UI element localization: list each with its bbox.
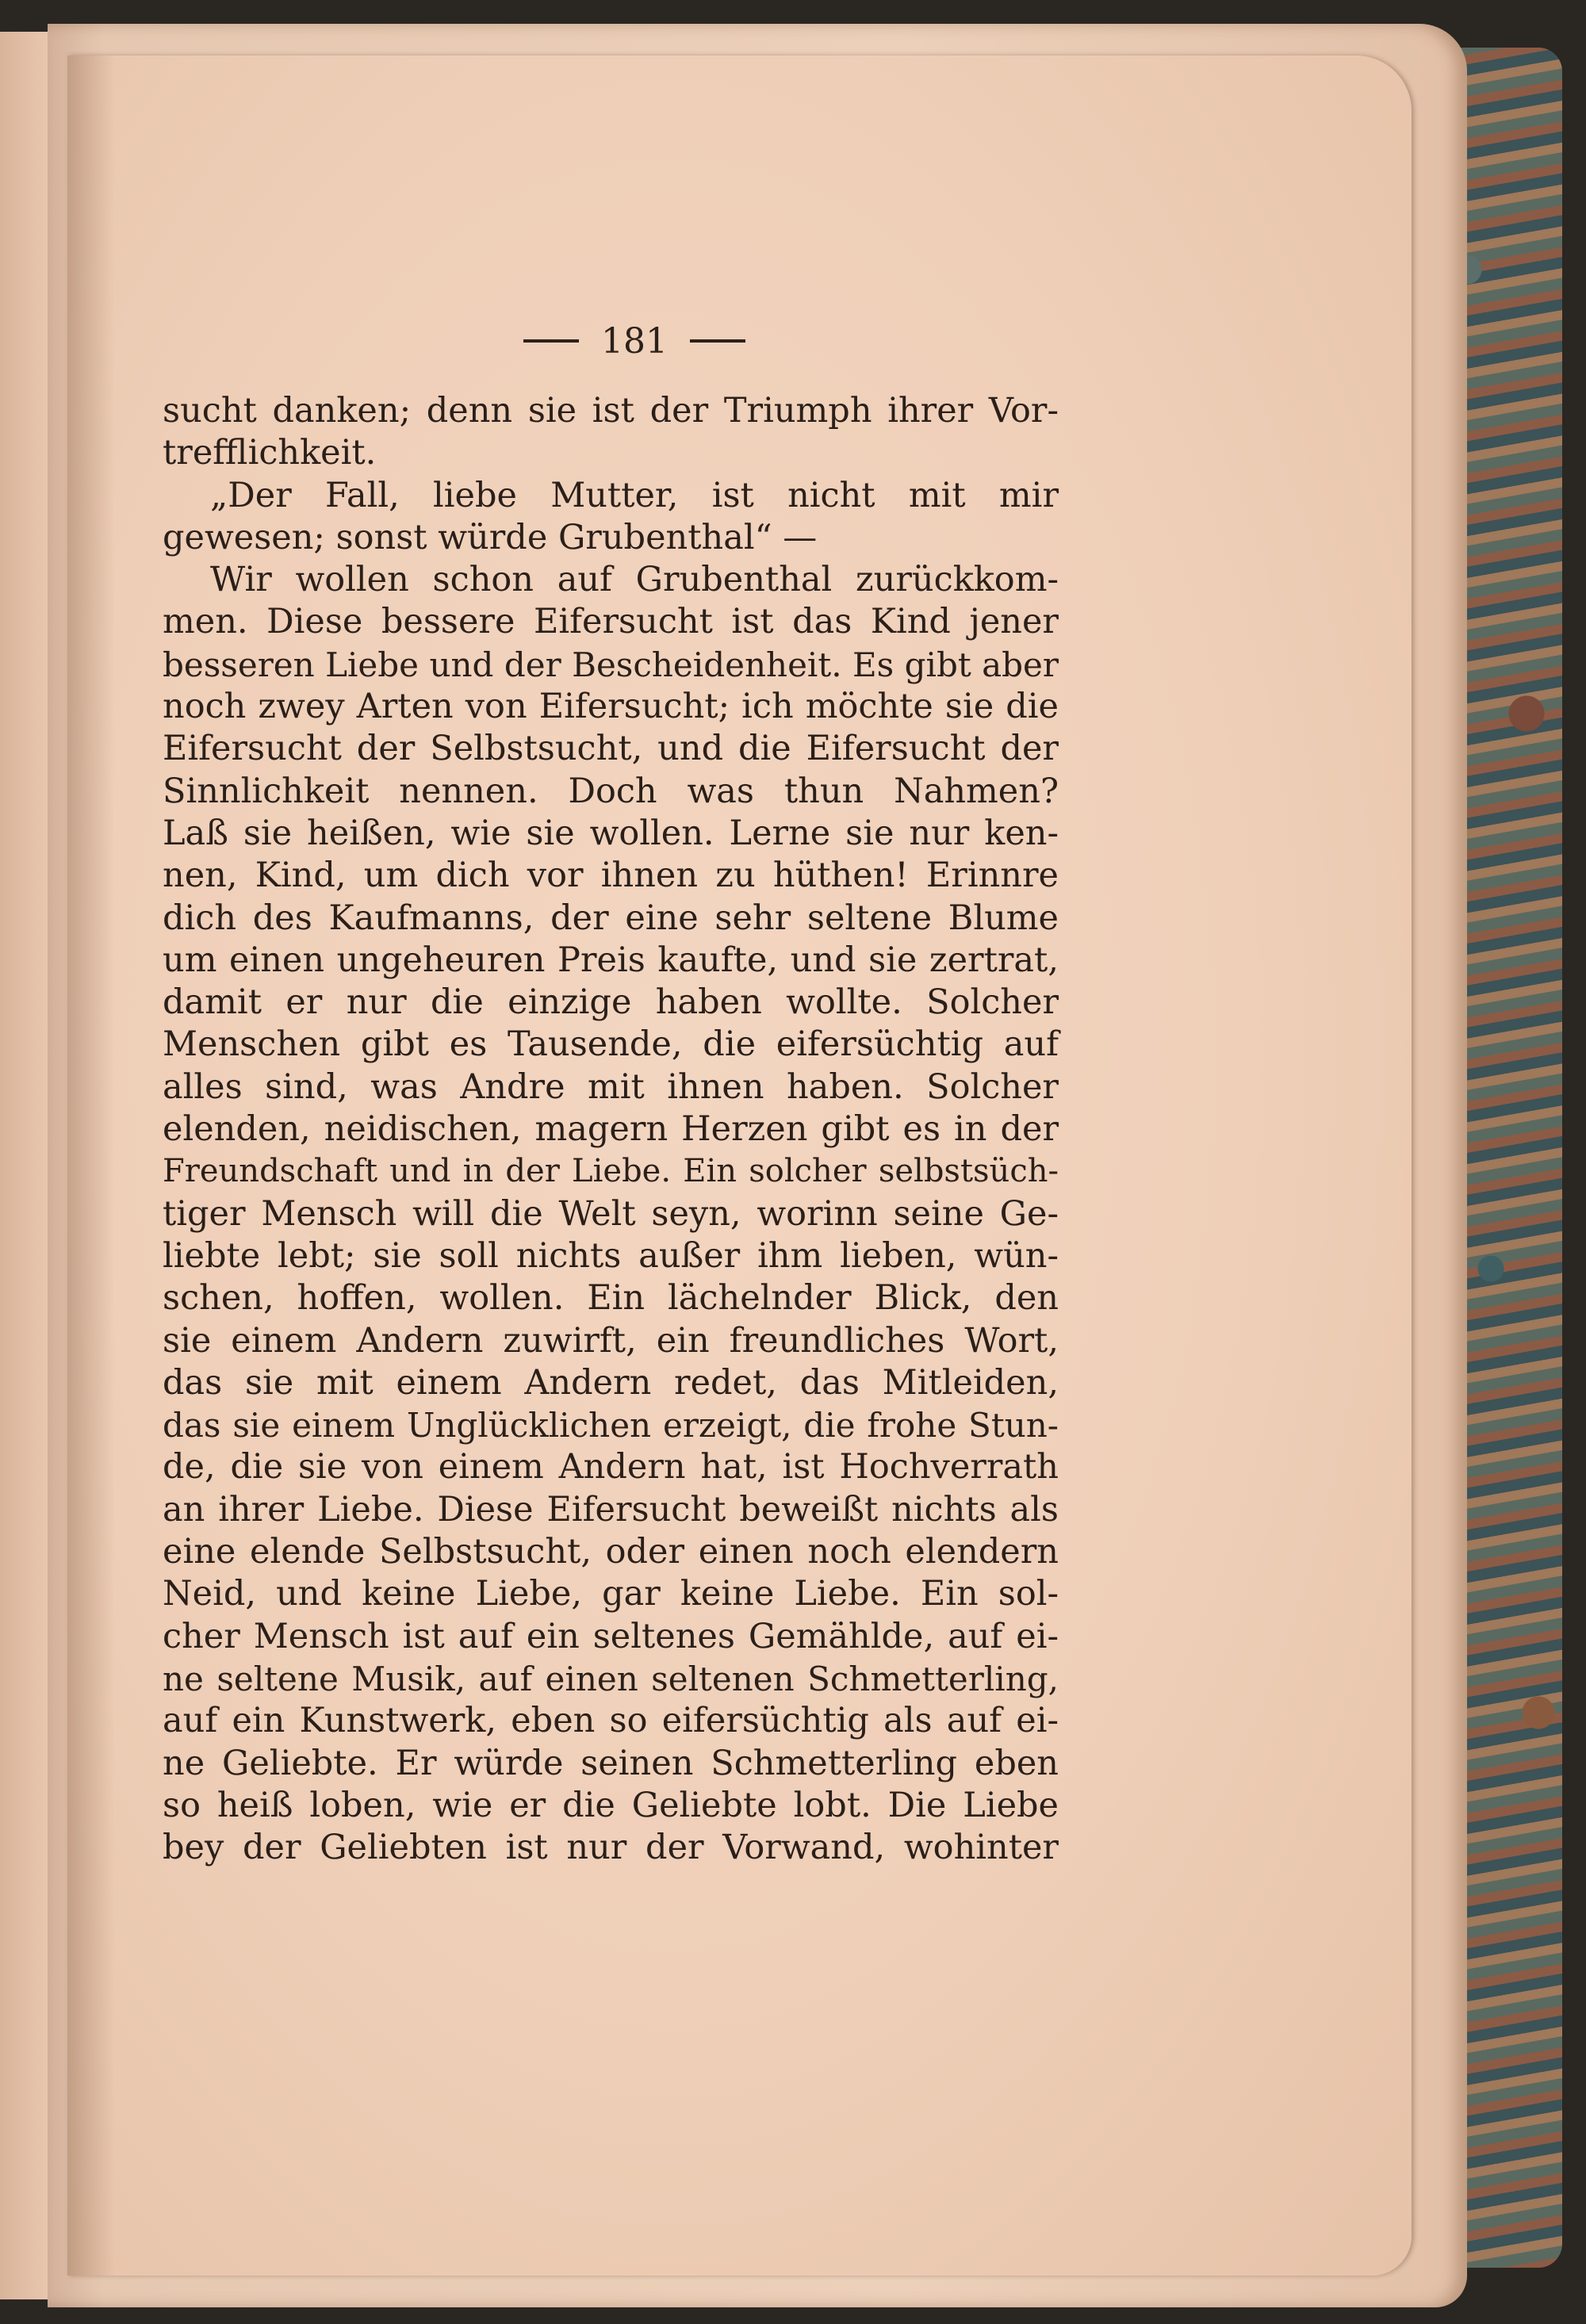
text-line [163,940,1059,982]
text-line [163,432,1059,474]
text-line [163,771,1059,813]
text-line-content: Menschen gibt es Tausende, die eifersüchtig auf [163,1024,1059,1065]
text-line [163,1108,1059,1151]
text-line-content: sucht danken; denn sie ist der Triumph ihrer Vor- [163,391,1059,431]
text-line-content: so heiß loben, wie er die Geliebte lobt. Die Liebe [163,1785,1059,1825]
text-line-content: trefflichkeit. [163,433,377,473]
header-dash-left [523,339,579,343]
text-line-content: bey der Geliebten ist nur der Vorwand, wohinter [163,1828,1059,1868]
text-line-content: Freundschaft und in der Liebe. Ein solcher selbstsüch- [163,1153,1059,1190]
text-line [163,1785,1059,1827]
text-line-content: besseren Liebe und der Bescheidenheit. Es gibt aber [163,645,1059,684]
text-line-content: Laß sie heißen, wie sie wollen. Lerne sie nur ken- [163,813,1059,853]
text-line [163,601,1059,643]
text-line-content: de, die sie von einem Andern hat, ist Hochverrath [163,1447,1059,1487]
text-line [163,1658,1059,1700]
text-line [163,1743,1059,1785]
text-line [163,517,1059,559]
text-line [163,982,1059,1024]
text-line [163,813,1059,855]
text-line [163,1827,1059,1869]
text-line [163,898,1059,940]
text-line-content: an ihrer Liebe. Diese Eifersucht beweißt nichts als [163,1489,1059,1530]
text-line-content: men. Diese bessere Eifersucht ist das Kind jener [163,602,1059,642]
text-line [163,1066,1059,1108]
text-line-content: ne seltene Musik, auf einen seltenen Schmetterling, [163,1659,1059,1698]
text-line [163,644,1059,686]
text-line-content: „Der Fall, liebe Mutter, ist nicht mit mir [210,475,1059,515]
text-line-content: alles sind, was Andre mit ihnen haben. Solcher [163,1066,1059,1107]
spine-shadow [67,56,115,2276]
text-line [163,1024,1059,1066]
text-line-content: liebte lebt; sie soll nichts außer ihm lieben, wün- [163,1235,1059,1276]
text-line [163,1362,1059,1404]
text-line [163,1277,1059,1319]
text-line-content: dich des Kaufmanns, der eine sehr seltene Blume [163,898,1059,938]
text-line [163,390,1059,432]
text-line-content: Wir wollen schon auf Grubenthal zurückkom- [210,560,1059,600]
text-line [163,1446,1059,1488]
text-line [163,1404,1059,1446]
text-line [163,728,1059,770]
text-line [163,1151,1059,1193]
text-line-content: Neid, und keine Liebe, gar keine Liebe. Ein sol- [163,1574,1059,1614]
header-dash-right [690,339,745,343]
text-line [163,1531,1059,1573]
text-line-content: um einen ungeheuren Preis kaufte, und sie zertrat, [163,940,1059,980]
body-text [163,390,1059,1869]
text-line-content: nen, Kind, um dich vor ihnen zu hüthen! Erinnre [163,856,1059,896]
text-line-content: cher Mensch ist auf ein seltenes Gemählde, auf ei- [163,1616,1059,1656]
text-line-content: tiger Mensch will die Welt seyn, worinn seine Ge- [163,1193,1059,1234]
text-line [163,1320,1059,1362]
text-line [163,1573,1059,1615]
text-line [163,1489,1059,1531]
text-line [163,855,1059,897]
text-line [163,1235,1059,1277]
text-line-content: Eifersucht der Selbstsucht, und die Eifersucht der [163,729,1059,769]
text-line-content: sie einem Andern zuwirft, ein freundliches Wort, [163,1320,1059,1361]
text-line-content: Sinnlichkeit nennen. Doch was thun Nahmen? [163,771,1059,811]
text-line-content: ne Geliebte. Er würde seinen Schmetterling eben [163,1743,1059,1783]
text-line-content: schen, hoffen, wollen. Ein lächelnder Blick, den [163,1278,1059,1319]
text-line [163,475,1059,517]
text-line [163,686,1059,728]
text-line-content: das sie mit einem Andern redet, das Mitleiden, [163,1362,1059,1403]
text-line-content: eine elende Selbstsucht, oder einen noch elendern [163,1532,1059,1572]
text-line [163,1193,1059,1235]
text-line-content: gewesen; sonst würde Grubenthal“ — [163,517,818,557]
text-line-content: elenden, neidischen, magern Herzen gibt es in der [163,1109,1059,1150]
page-header [492,313,777,369]
text-line [163,1616,1059,1658]
text-line-content: auf ein Kunstwerk, eben so eifersüchtig als auf ei- [163,1701,1059,1741]
text-line [163,1700,1059,1742]
page-number: 181 [601,320,668,362]
text-line [163,559,1059,601]
text-line-content: damit er nur die einzige haben wollte. Solcher [163,982,1059,1023]
text-line-content: noch zwey Arten von Eifersucht; ich möchte sie die [163,687,1059,727]
text-line-content: das sie einem Unglücklichen erzeigt, die frohe Stun- [163,1406,1059,1445]
